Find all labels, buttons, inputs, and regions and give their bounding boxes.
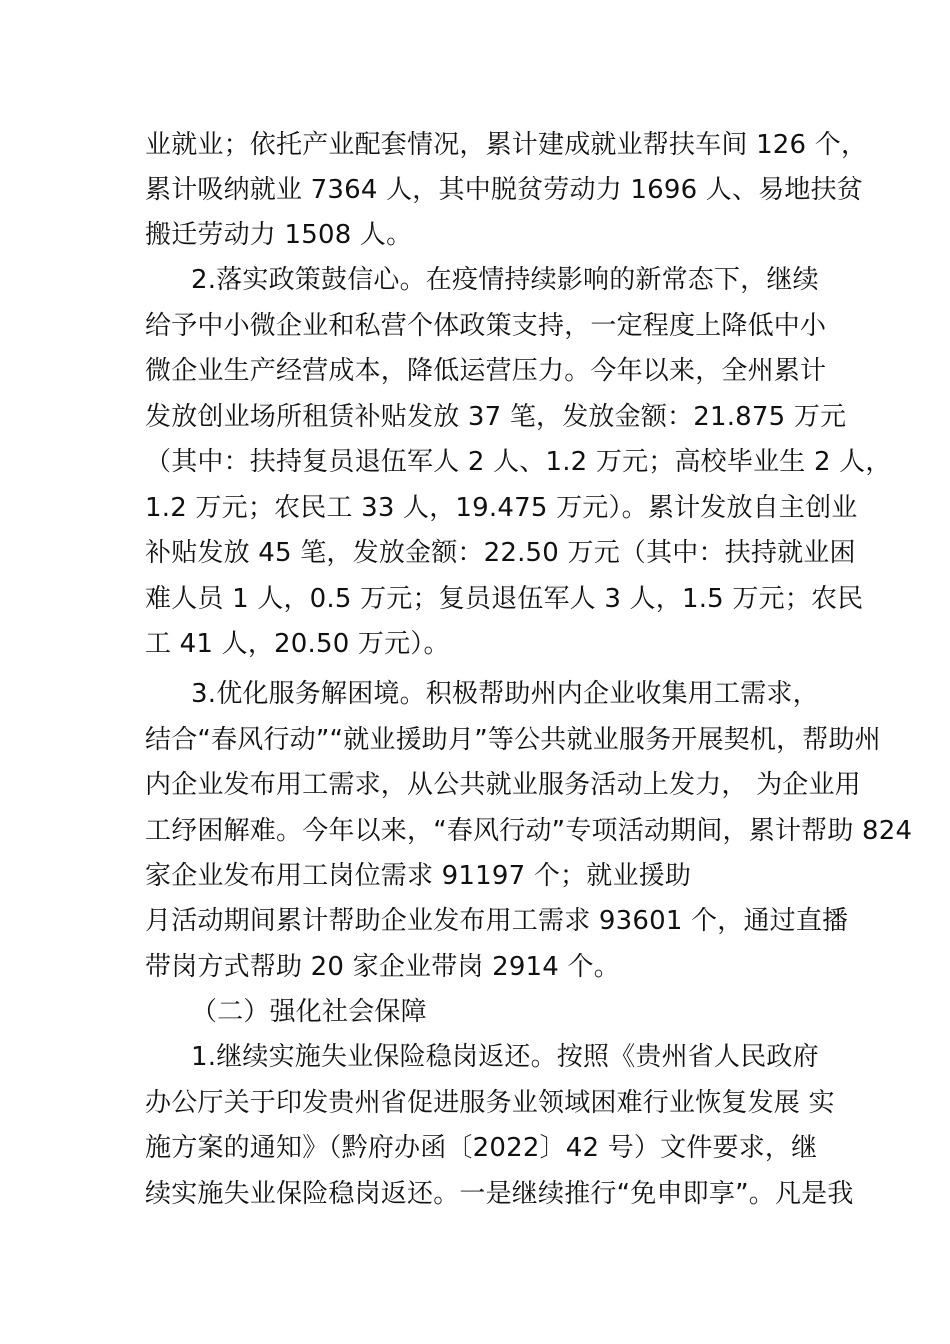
text-line-4: 2.落实政策鼓信心。在疫情持续影响的新常态下，继续 [191,265,819,295]
text-line-23: 施方案的通知》（黔府办函〔2022〕42 号）文件要求，继 [145,1133,818,1163]
text-line-15: 内企业发布用工需求，从公共就业服务活动上发力， 为企业用 [145,770,861,800]
text-line-24: 续实施失业保险稳岗返还。一是继续推行“免申即享”。凡是我 [145,1179,854,1209]
text-line-2: 累计吸纳就业 7364 人，其中脱贫劳动力 1696 人、易地扶贫 [145,175,863,205]
text-line-12: 工 41 人，20.50 万元）。 [145,629,450,659]
text-line-6: 微企业生产经营成本，降低运营压力。今年以来，全州累计 [145,356,827,386]
text-line-7: 发放创业场所租赁补贴发放 37 笔，发放金额：21.875 万元 [145,402,847,432]
text-line-13: 3.优化服务解困境。积极帮助州内企业收集用工需求， [191,679,819,709]
text-line-14: 结合“春风行动”“就业援助月”等公共就业服务开展契机，帮助州 [145,725,881,755]
text-line-9: 1.2 万元；农民工 33 人，19.475 万元）。累计发放自主创业 [145,493,858,523]
text-line-22: 办公厅关于印发贵州省促进服务业领域困难行业恢复发展 实 [145,1088,835,1118]
section-heading: （二）强化社会保障 [191,997,427,1027]
text-line-8: （其中：扶持复员退伍军人 2 人、1.2 万元；高校毕业生 2 人， [145,447,892,477]
text-line-11: 难人员 1 人，0.5 万元；复员退伍军人 3 人，1.5 万元；农民 [145,584,864,614]
text-line-17: 家企业发布用工岗位需求 91197 个；就业援助 [145,861,692,891]
text-line-3: 搬迁劳动力 1508 人。 [145,220,413,250]
text-line-5: 给予中小微企业和私营个体政策支持，一定程度上降低中小 [145,311,827,341]
text-line-19: 带岗方式帮助 20 家企业带岗 2914 个。 [145,952,620,982]
text-line-21: 1.继续实施失业保险稳岗返还。按照《贵州省人民政府 [191,1042,819,1072]
text-line-16: 工纾困解难。今年以来，“春风行动”专项活动期间，累计帮助 824 [145,816,913,846]
text-line-18: 月活动期间累计帮助企业发布用工需求 93601 个，通过直播 [145,906,849,936]
text-line-10: 补贴发放 45 笔，发放金额：22.50 万元（其中：扶持就业困 [145,538,856,568]
text-line-1: 业就业；依托产业配套情况，累计建成就业帮扶车间 126 个， [145,130,868,160]
